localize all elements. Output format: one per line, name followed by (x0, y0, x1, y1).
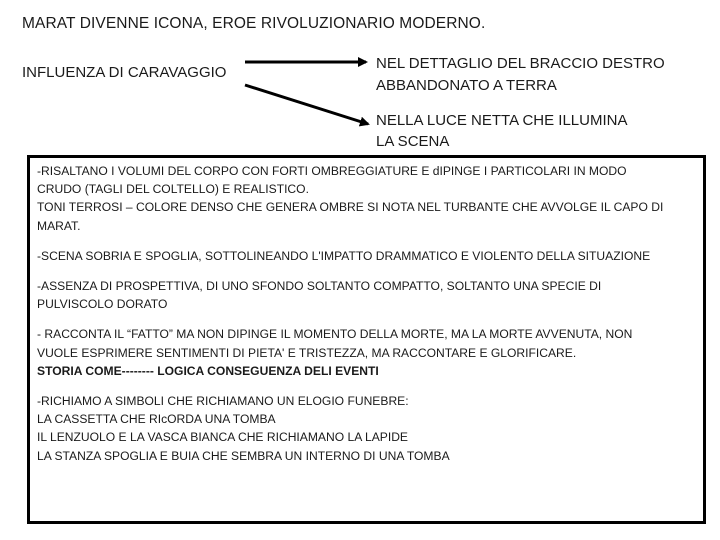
text-line: LA SCENA (376, 133, 450, 150)
text-line: LA STANZA SPOGLIA E BUIA CHE SEMBRA UN INTERNO DI UNA TOMBA (37, 448, 450, 463)
influence-label: INFLUENZA DI CARAVAGGIO (22, 64, 227, 81)
influence-point-detail (376, 53, 665, 97)
paragraph-volumes (37, 162, 697, 235)
text-line: -SCENA SOBRIA E SPOGLIA, SOTTOLINEANDO L'IMPATTO DRAMMATICO E VIOLENTO DELLA SITUAZIONE (37, 248, 651, 263)
text-line: NEL DETTAGLIO DEL BRACCIO DESTRO (376, 55, 665, 72)
text-line: VUOLE ESPRIMERE SENTIMENTI DI PIETA' E TRISTEZZA, MA RACCONTARE E GLORIFICARE. (37, 345, 577, 360)
influence-point-light (376, 110, 627, 152)
text-line: CRUDO (TAGLI DEL COLTELLO) E REALISTICO. (37, 182, 309, 197)
text-line: -RISALTANO I VOLUMI DEL CORPO CON FORTI OMBREGGIATURE E dIPINGE I PARTICOLARI IN MODO (37, 164, 627, 178)
slide-title: MARAT DIVENNE ICONA, EROE RIVOLUZIONARIO MODERNO. (22, 15, 486, 32)
story-line: STORIA COME-------- LOGICA CONSEGUENZA DELI EVENTI (37, 363, 379, 378)
text-line: ABBANDONATO A TERRA (376, 77, 557, 94)
text-line: -ASSENZA DI PROSPETTIVA, DI UNO SFONDO SOLTANTO COMPATTO, SOLTANTO UNA SPECIE DI (37, 279, 602, 294)
text-line: PULVISCOLO DORATO (37, 297, 168, 312)
paragraph-symbols (37, 392, 697, 465)
text-line: LA CASSETTA CHE RIcORDA UNA TOMBA (37, 412, 276, 427)
paragraph-fact (37, 325, 697, 380)
paragraph-scene (37, 247, 697, 265)
text-line: NELLA LUCE NETTA CHE ILLUMINA (376, 112, 628, 129)
paragraph-perspective (37, 277, 697, 313)
text-line: TONI TERROSI – COLORE DENSO CHE GENERA OMBRE SI NOTA NEL TURBANTE CHE AVVOLGE IL CAPO DI (37, 200, 664, 215)
text-line: MARAT. (37, 218, 81, 233)
arrow-to-light (245, 85, 368, 124)
text-line: -RICHIAMO A SIMBOLI CHE RICHIAMANO UN ELOGIO FUNEBRE: (37, 394, 409, 409)
text-line: - RACCONTA IL “FATTO” MA NON DIPINGE IL MOMENTO DELLA MORTE, MA LA MORTE AVVENUTA, NON (37, 327, 633, 342)
analysis-box (27, 155, 706, 524)
text-line: IL LENZUOLO E LA VASCA BIANCA CHE RICHIAMANO LA LAPIDE (37, 430, 408, 445)
